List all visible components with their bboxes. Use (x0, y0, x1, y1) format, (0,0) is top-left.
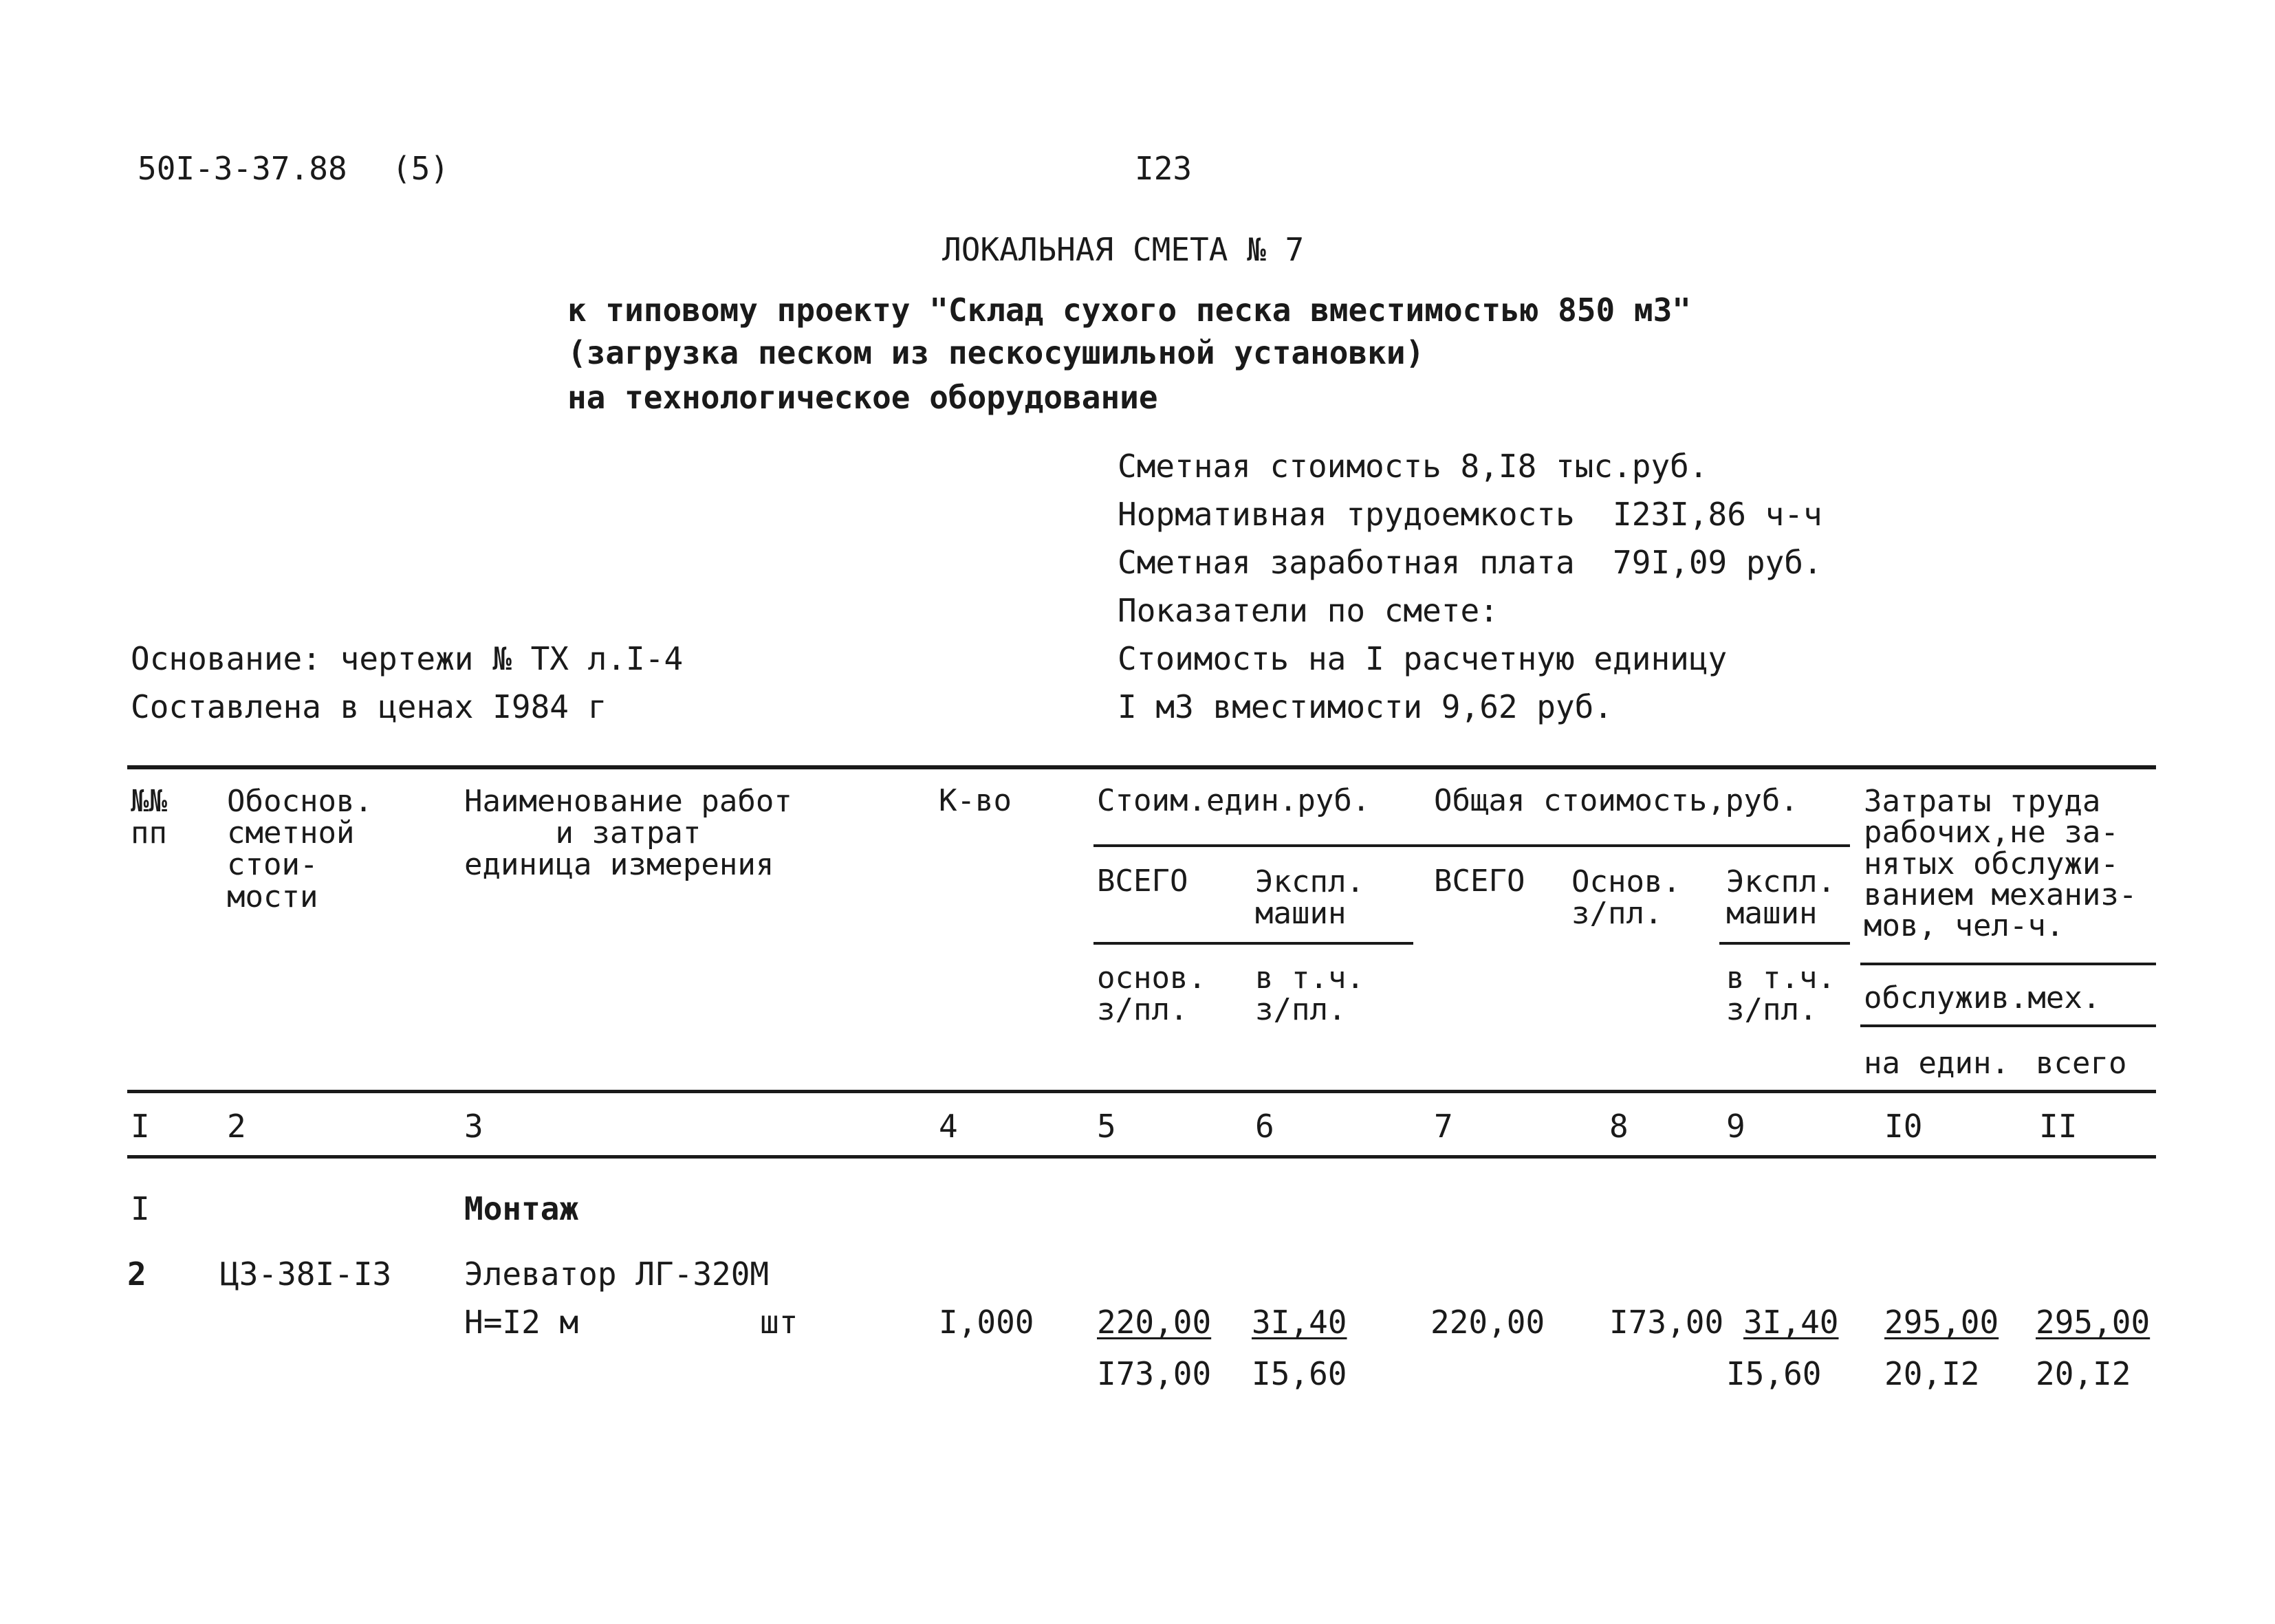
header-total: ВСЕГО (1434, 864, 1525, 899)
column-number-11: II (2039, 1108, 2078, 1145)
row1-name: Монтаж (464, 1190, 579, 1227)
column-number-4: 4 (939, 1108, 958, 1145)
header-unit-machines: Экспл. машин (1255, 864, 1364, 932)
row2-labor-total: 295,00 (2036, 1304, 2151, 1341)
column-number-3: 3 (464, 1108, 483, 1145)
row2-total: 220,00 (1430, 1304, 1545, 1341)
row2-labor-unit-mech: 20,I2 (1884, 1355, 1980, 1392)
column-number-7: 7 (1434, 1108, 1453, 1145)
total-mach-subrule (1719, 942, 1850, 945)
row2-labor-total-mech: 20,I2 (2036, 1355, 2131, 1392)
header-unit-machine-wage: в т.ч. з/пл. (1255, 961, 1364, 1028)
row2-unit-machine-wage: I5,60 (1252, 1355, 1347, 1392)
header-total-cost: Общая стоимость,руб. (1434, 783, 1798, 818)
header-labor-mech: обслужив.мех. (1864, 980, 2101, 1016)
row2-num: 2 (127, 1255, 146, 1293)
basis-drawings: Основание: чертежи № ТХ л.I-4 (131, 640, 684, 677)
labor-rule-2 (1860, 1024, 2156, 1027)
row2-unit: шт (760, 1304, 798, 1341)
header-basis: Обоснов. сметной стои- мости (227, 784, 373, 914)
row2-unit-wage: I73,00 (1097, 1355, 1212, 1392)
row2-total-machine-wage: I5,60 (1726, 1355, 1822, 1392)
header-name: Наименование работ и затрат единица измерения (464, 784, 792, 883)
row2-total-machines: 3I,40 (1743, 1304, 1839, 1341)
header-total-machines: Экспл. машин (1726, 864, 1836, 932)
header-quantity: К-во (939, 783, 1012, 818)
header-unit-wage: основ. з/пл. (1097, 961, 1206, 1028)
row2-spec: Н=I2 м (464, 1304, 579, 1341)
column-number-5: 5 (1097, 1108, 1116, 1145)
column-number-10: I0 (1884, 1108, 1923, 1145)
header-unit-total: ВСЕГО (1097, 864, 1188, 899)
subtitle-line-1: к типовому проекту "Склад сухого песка вместимостью 850 м3" (567, 292, 1691, 329)
subtitle-line-3: на технологическое оборудование (567, 379, 1158, 416)
row2-basis: ЦЗ-38I-I3 (220, 1255, 392, 1293)
column-number-1: I (131, 1108, 150, 1145)
summary-wages: Сметная заработная плата 79I,09 руб. (1118, 544, 1822, 581)
document-part: (5) (392, 150, 450, 187)
document-code: 50I-3-37.88 (138, 150, 347, 187)
labor-rule-1 (1860, 963, 2156, 965)
row2-name: Элеватор ЛГ-320М (464, 1255, 770, 1293)
row2-unit-machines: 3I,40 (1252, 1304, 1347, 1341)
cost-group-rule (1093, 844, 1850, 847)
column-numbers-rule (127, 1155, 2156, 1159)
summary-unit-cost: Стоимость на I расчетную единицу (1118, 640, 1728, 677)
row2-quantity: I,000 (939, 1304, 1034, 1341)
document-title: ЛОКАЛЬНАЯ СМЕТА № 7 (942, 231, 1305, 268)
summary-cost: Сметная стоимость 8,I8 тыс.руб. (1118, 448, 1708, 485)
subtitle-line-2: (загрузка песком из пескосушильной установки) (567, 334, 1425, 371)
row2-labor-unit: 295,00 (1884, 1304, 1999, 1341)
header-labor-unit: на един. (1864, 1046, 2010, 1081)
header-bottom-rule (127, 1090, 2156, 1093)
row1-num: I (131, 1190, 150, 1227)
summary-per-m3: I м3 вместимости 9,62 руб. (1118, 688, 1613, 725)
basis-prices: Составлена в ценах I984 г (131, 688, 607, 725)
column-number-9: 9 (1726, 1108, 1745, 1145)
column-number-2: 2 (227, 1108, 246, 1145)
header-unit-cost: Стоим.един.руб. (1097, 783, 1371, 818)
summary-indicators: Показатели по смете: (1118, 592, 1499, 629)
column-number-6: 6 (1255, 1108, 1274, 1145)
unit-cost-subrule (1093, 942, 1413, 945)
header-labor: Затраты труда рабочих,не за- нятых обслужи- ванием механиз- мов, чел-ч. (1864, 784, 2137, 944)
row2-unit-total: 220,00 (1097, 1304, 1212, 1341)
summary-labor: Нормативная трудоемкость I23I,86 ч-ч (1118, 496, 1822, 533)
header-num: №№ пп (131, 784, 167, 851)
table-top-rule (127, 765, 2156, 769)
header-total-machine-wage: в т.ч. з/пл. (1726, 961, 1836, 1028)
column-number-8: 8 (1609, 1108, 1629, 1145)
header-labor-total: всего (2036, 1046, 2127, 1081)
page-number: I23 (1135, 150, 1193, 187)
row2-total-wage: I73,00 (1609, 1304, 1724, 1341)
header-total-wage: Основ. з/пл. (1571, 864, 1681, 932)
